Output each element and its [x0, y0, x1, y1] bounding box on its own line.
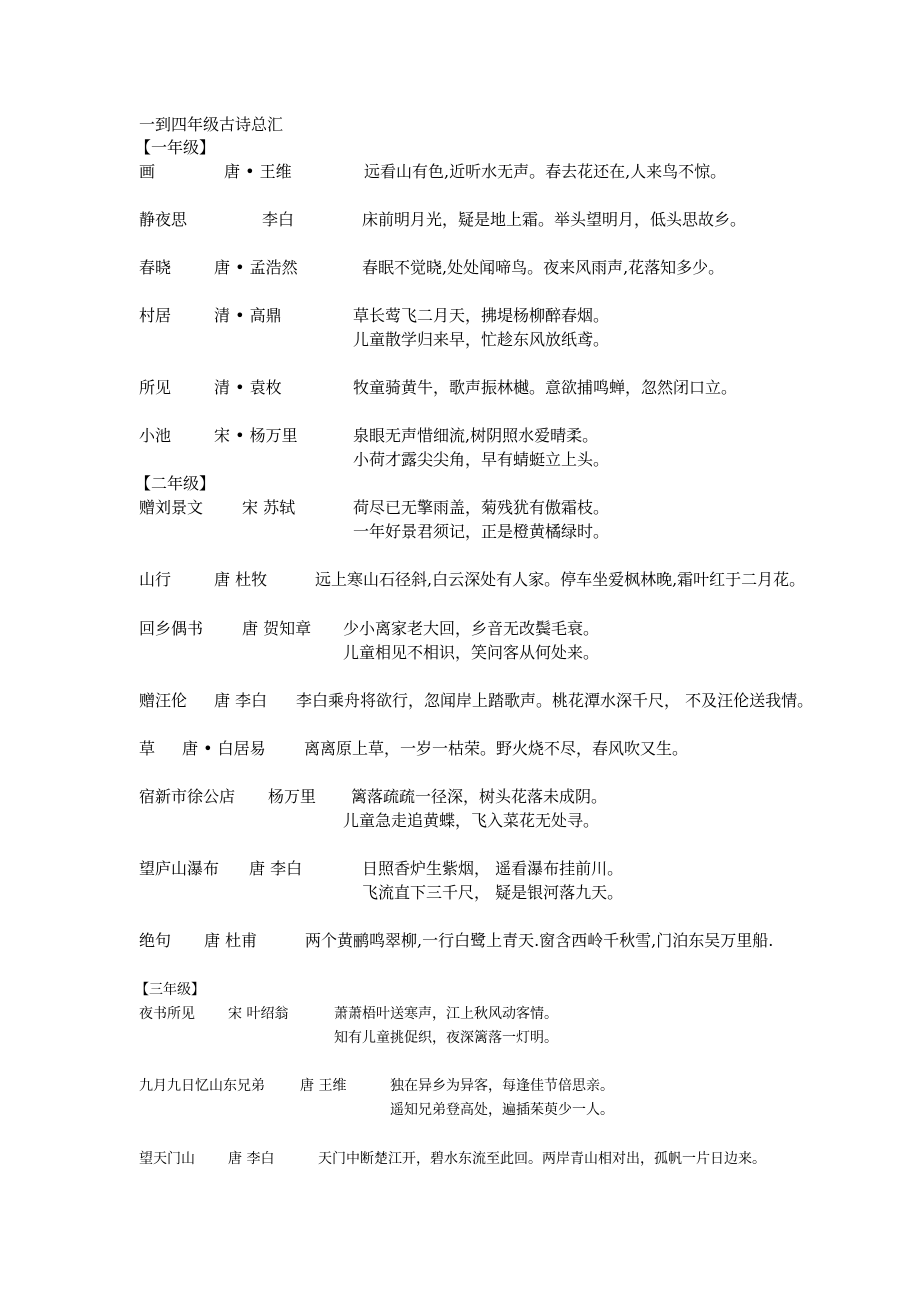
poem-author: 唐 • 王维 — [224, 162, 292, 181]
poem-title: 宿新市徐公店 — [139, 787, 236, 806]
poem-author: 宋 苏轼 — [242, 498, 296, 517]
poem-title: 望天门山 — [139, 1151, 195, 1167]
section-heading-grade-1: 【一年级】 — [135, 138, 216, 157]
poem-line: 篱落疏疏一径深，树头花落未成阴。 — [351, 787, 608, 806]
poem-title: 草 — [139, 739, 156, 758]
poem-title: 画 — [139, 162, 156, 181]
poem-title: 小池 — [139, 426, 172, 445]
poem-line: 泉眼无声惜细流,树阴照水爱晴柔。 — [353, 426, 599, 445]
poem-title: 望庐山瀑布 — [139, 859, 220, 878]
poem-author: 唐 • 孟浩然 — [214, 258, 298, 277]
poem-line: 少小离家老大回，乡音无改鬓毛衰。 — [343, 619, 600, 638]
poem-author: 清 • 高鼎 — [214, 306, 282, 325]
poem-title: 夜书所见 — [139, 1006, 195, 1022]
poem-author: 唐 李白 — [228, 1151, 275, 1167]
poem-author: 清 • 袁枚 — [214, 378, 282, 397]
poem-author: 唐 杜甫 — [204, 931, 258, 950]
poem-line: 独在异乡为异客，每逢佳节倍思亲。 — [390, 1078, 614, 1094]
document-title: 一到四年级古诗总汇 — [139, 115, 284, 134]
poem-line: 遥知兄弟登高处，遍插茱萸少一人。 — [390, 1102, 614, 1118]
poem-line: 一年好景君须记，正是橙黄橘绿时。 — [353, 522, 610, 541]
poem-line: 天门中断楚江开，碧水东流至此回。两岸青山相对出，孤帆一片日边来。 — [318, 1151, 766, 1167]
poem-title: 赠刘景文 — [139, 498, 204, 517]
poem-line: 日照香炉生紫烟， 遥看瀑布挂前川。 — [362, 859, 624, 878]
poem-author: 杨万里 — [268, 787, 317, 806]
poem-title: 九月九日忆山东兄弟 — [139, 1078, 265, 1094]
section-heading-grade-3: 【三年级】 — [135, 982, 205, 998]
poem-line: 春眠不觉晓,处处闻啼鸟。夜来风雨声,花落知多少。 — [362, 258, 725, 277]
poem-author: 唐 贺知章 — [242, 619, 312, 638]
poem-line: 远看山有色,近听水无声。春去花还在,人来鸟不惊。 — [364, 162, 727, 181]
poem-author: 宋 叶绍翁 — [228, 1006, 289, 1022]
poem-line: 远上寒山石径斜,白云深处有人家。停车坐爱枫林晚,霜叶红于二月花。 — [315, 570, 806, 589]
poem-author: 唐 李白 — [249, 859, 303, 878]
section-heading-grade-2: 【二年级】 — [135, 474, 216, 493]
poem-author: 唐 王维 — [300, 1078, 347, 1094]
poem-line: 飞流直下三千尺， 疑是银河落九天。 — [362, 883, 624, 902]
poem-author: 李白 — [262, 210, 295, 229]
poem-line: 萧萧梧叶送寒声，江上秋风动客情。 — [334, 1006, 558, 1022]
poem-title: 所见 — [139, 378, 172, 397]
poem-line: 牧童骑黄牛，歌声振林樾。意欲捕鸣蝉，忽然闭口立。 — [353, 378, 738, 397]
poem-line: 荷尽已无擎雨盖，菊残犹有傲霜枝。 — [353, 498, 610, 517]
poem-line: 李白乘舟将欲行，忽闻岸上踏歌声。桃花潭水深千尺， 不及汪伦送我情。 — [296, 691, 814, 710]
poem-author: 唐 李白 — [214, 691, 268, 710]
poem-line: 草长莺飞二月天，拂堤杨柳醉春烟。 — [353, 306, 610, 325]
poem-title: 村居 — [139, 306, 172, 325]
poem-line: 两个黄鹂鸣翠柳,一行白鹭上青天.窗含西岭千秋雪,门泊东吴万里船. — [305, 931, 774, 950]
poem-author: 唐 • 白居易 — [182, 739, 266, 758]
poem-line: 儿童相见不相识，笑问客从何处来。 — [343, 643, 600, 662]
poem-line: 儿童急走追黄蝶，飞入菜花无处寻。 — [343, 811, 600, 830]
poem-title: 赠汪伦 — [139, 691, 188, 710]
poem-line: 儿童散学归来早，忙趁东风放纸鸢。 — [353, 330, 610, 349]
poem-line: 离离原上草，一岁一枯荣。野火烧不尽，春风吹又生。 — [304, 739, 689, 758]
poem-title: 山行 — [139, 570, 172, 589]
poem-line: 床前明月光，疑是地上霜。举头望明月，低头思故乡。 — [362, 210, 747, 229]
poem-author: 唐 杜牧 — [214, 570, 268, 589]
poem-line: 小荷才露尖尖角，早有蜻蜓立上头。 — [353, 450, 610, 469]
poem-line: 知有儿童挑促织，夜深篱落一灯明。 — [334, 1030, 558, 1046]
poem-title: 绝句 — [139, 931, 172, 950]
poem-author: 宋 • 杨万里 — [214, 426, 298, 445]
poem-title: 静夜思 — [139, 210, 188, 229]
poem-title: 回乡偶书 — [139, 619, 204, 638]
poem-title: 春晓 — [139, 258, 172, 277]
